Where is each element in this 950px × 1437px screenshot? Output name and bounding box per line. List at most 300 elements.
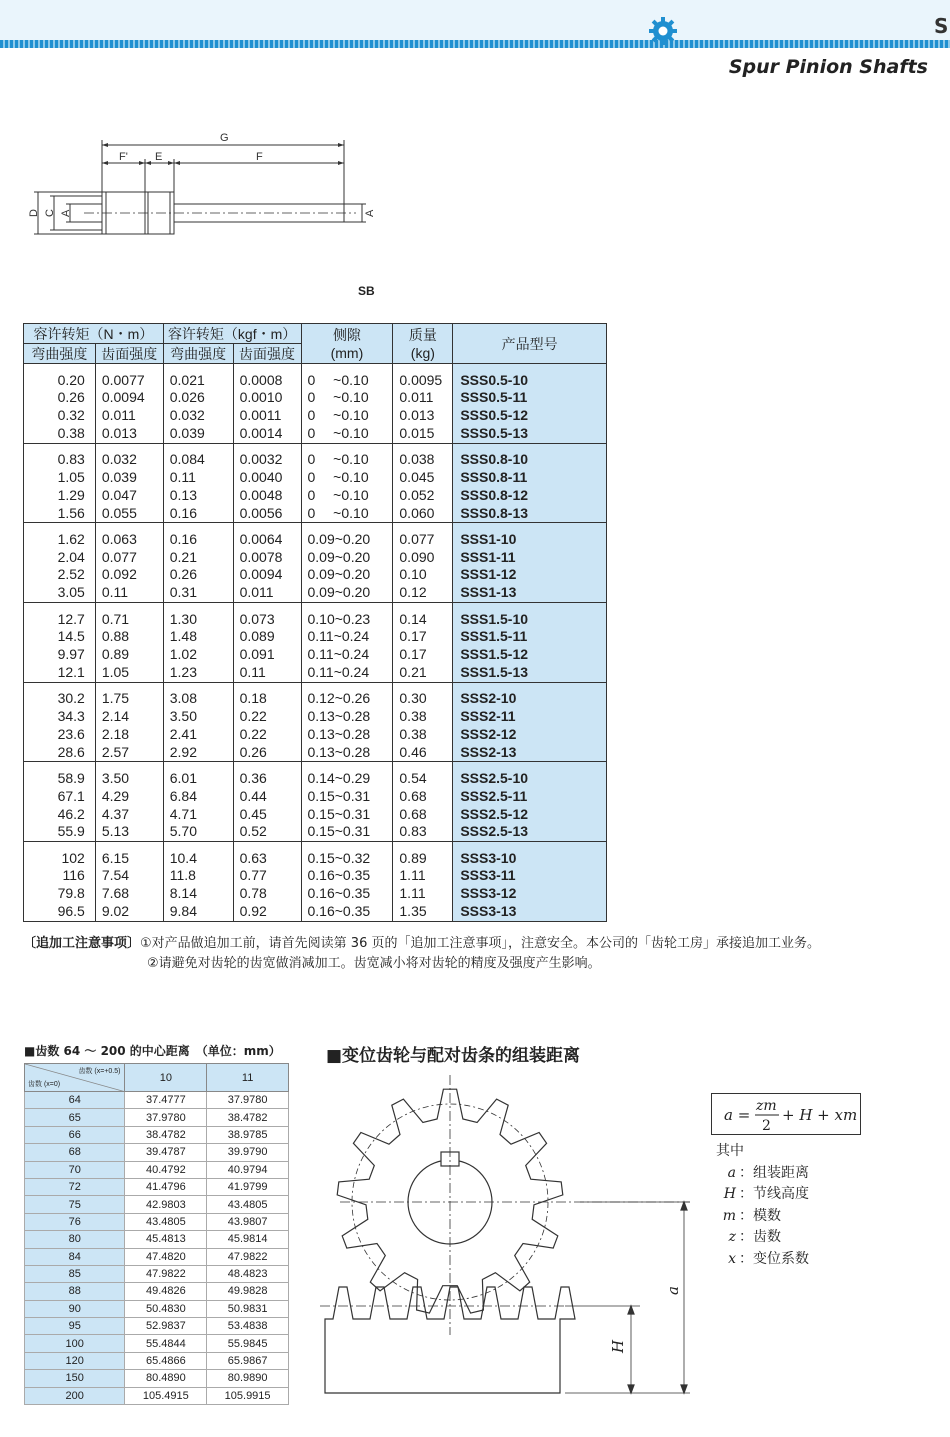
cell-backlash: 0.11~0.24 — [301, 664, 393, 682]
spec-group — [24, 523, 607, 603]
cell-model: SSS2-10 — [453, 690, 607, 708]
cell-surface-nm: 1.05 — [95, 664, 163, 682]
cell-backlash: 0.09~0.20 — [301, 566, 393, 584]
cell-bending-kgf: 5.70 — [163, 823, 233, 841]
spec-group — [24, 364, 607, 444]
cell-surface-kgf: 0.0078 — [233, 549, 301, 567]
cell-bending-nm: 0.32 — [24, 407, 96, 425]
cell-backlash: 0.13~0.28 — [301, 726, 393, 744]
cell-surface-nm: 4.29 — [95, 788, 163, 806]
table-row — [24, 407, 607, 425]
cd-distance-cell: 55.4844 — [125, 1335, 207, 1352]
material-code-label: SB — [358, 284, 375, 298]
cell-surface-nm: 6.15 — [95, 850, 163, 868]
cell-mass: 0.077 — [393, 531, 453, 549]
processing-notes — [23, 934, 820, 974]
cd-distance-cell: 42.9803 — [125, 1196, 207, 1213]
cd-teeth-cell: 85 — [25, 1265, 125, 1282]
cell-surface-kgf: 0.089 — [233, 628, 301, 646]
cd-teeth-cell: 68 — [25, 1144, 125, 1161]
dim-label-a-right: A — [364, 209, 376, 217]
cell-backlash: 0 ~0.10 — [301, 372, 393, 390]
spacer-row — [24, 682, 607, 690]
formula-numerator: zm — [756, 1098, 777, 1114]
table-row — [25, 1300, 289, 1317]
table-row — [25, 1092, 289, 1109]
cd-distance-cell: 65.4866 — [125, 1352, 207, 1369]
cell-surface-nm: 0.047 — [95, 487, 163, 505]
cell-model: SSS3-12 — [453, 885, 607, 903]
cd-teeth-cell: 72 — [25, 1178, 125, 1195]
cell-surface-nm: 0.039 — [95, 469, 163, 487]
label-h: H — [609, 1339, 627, 1353]
cell-backlash: 0.09~0.20 — [301, 549, 393, 567]
cell-surface-kgf: 0.0040 — [233, 469, 301, 487]
header-model: 产品型号 — [453, 324, 607, 364]
legend-symbol: m — [722, 1207, 736, 1224]
legend-symbol: x — [728, 1250, 736, 1267]
cell-mass: 1.11 — [393, 885, 453, 903]
cell-model: SSS1.5-12 — [453, 646, 607, 664]
cell-surface-kgf: 0.0008 — [233, 372, 301, 390]
corner-bottom-label: 齿数 (x=0) — [28, 1081, 61, 1088]
cell-bending-nm: 116 — [24, 867, 96, 885]
cell-model: SSS2.5-11 — [453, 788, 607, 806]
cell-mass: 0.011 — [393, 389, 453, 407]
banner-stripe — [0, 40, 950, 48]
cell-bending-kgf: 0.032 — [163, 407, 233, 425]
cell-surface-kgf: 0.63 — [233, 850, 301, 868]
gear-rack-diagram — [320, 1075, 700, 1405]
cell-mass: 1.35 — [393, 903, 453, 921]
table-row — [25, 1370, 289, 1387]
center-distance-body — [25, 1092, 289, 1405]
cd-distance-cell: 41.9799 — [207, 1178, 289, 1195]
cell-mass: 0.54 — [393, 770, 453, 788]
cell-model: SSS2-11 — [453, 708, 607, 726]
cd-distance-cell: 43.9807 — [207, 1213, 289, 1230]
legend-item — [716, 1184, 809, 1206]
cd-distance-cell: 43.4805 — [125, 1213, 207, 1230]
cell-backlash: 0 ~0.10 — [301, 407, 393, 425]
cell-bending-nm: 79.8 — [24, 885, 96, 903]
table-row — [24, 850, 607, 868]
cell-model: SSS0.8-13 — [453, 505, 607, 523]
rack-outline — [325, 1287, 575, 1393]
cell-bending-kgf: 0.13 — [163, 487, 233, 505]
cell-model: SSS1.5-10 — [453, 611, 607, 629]
cell-surface-kgf: 0.52 — [233, 823, 301, 841]
cell-bending-nm: 55.9 — [24, 823, 96, 841]
cell-model: SSS0.5-12 — [453, 407, 607, 425]
spec-group — [24, 443, 607, 523]
cell-backlash: 0.11~0.24 — [301, 646, 393, 664]
cd-teeth-cell: 75 — [25, 1196, 125, 1213]
spec-table-header — [24, 324, 607, 364]
cd-teeth-cell: 64 — [25, 1092, 125, 1109]
cell-bending-kgf: 8.14 — [163, 885, 233, 903]
cell-bending-nm: 28.6 — [24, 744, 96, 762]
cell-surface-nm: 2.57 — [95, 744, 163, 762]
legend-text: ：模数 — [739, 1207, 781, 1224]
table-row — [25, 1265, 289, 1282]
cd-distance-cell: 37.9780 — [125, 1109, 207, 1126]
cell-bending-kgf: 0.039 — [163, 425, 233, 443]
cd-distance-cell: 38.4782 — [125, 1126, 207, 1143]
cell-backlash: 0.15~0.32 — [301, 850, 393, 868]
cd-distance-cell: 55.9845 — [207, 1335, 289, 1352]
dim-label-f: F — [256, 151, 263, 163]
notes-title: 〔追加工注意事项〕 — [23, 936, 141, 951]
cell-surface-kgf: 0.36 — [233, 770, 301, 788]
legend-text: ：组装距离 — [739, 1164, 809, 1181]
cd-distance-cell: 47.9822 — [125, 1265, 207, 1282]
center-distance-table — [24, 1063, 289, 1405]
table-row — [24, 611, 607, 629]
legend-symbol: z — [728, 1229, 736, 1245]
cell-surface-kgf: 0.0056 — [233, 505, 301, 523]
cell-surface-kgf: 0.0048 — [233, 487, 301, 505]
spacer-row — [24, 842, 607, 850]
cd-distance-cell: 105.9915 — [207, 1387, 289, 1404]
cell-model: SSS0.5-13 — [453, 425, 607, 443]
cell-surface-kgf: 0.0094 — [233, 566, 301, 584]
cell-surface-kgf: 0.22 — [233, 726, 301, 744]
cd-teeth-cell: 76 — [25, 1213, 125, 1230]
table-row — [25, 1231, 289, 1248]
table-row — [25, 1213, 289, 1230]
cell-mass: 0.060 — [393, 505, 453, 523]
dim-label-e: E — [155, 151, 163, 163]
cd-teeth-cell: 120 — [25, 1352, 125, 1369]
cell-surface-kgf: 0.091 — [233, 646, 301, 664]
cd-teeth-cell: 100 — [25, 1335, 125, 1352]
cd-distance-cell: 41.4796 — [125, 1178, 207, 1195]
cell-model: SSS1.5-11 — [453, 628, 607, 646]
corner-top-label: 齿数 (x=+0.5) — [78, 1068, 121, 1075]
cell-bending-nm: 0.38 — [24, 425, 96, 443]
table-row — [25, 1161, 289, 1178]
dim-label-c: C — [44, 209, 56, 217]
cell-backlash: 0 ~0.10 — [301, 469, 393, 487]
cell-backlash: 0.11~0.24 — [301, 628, 393, 646]
cd-distance-cell: 50.9831 — [207, 1300, 289, 1317]
cell-bending-nm: 2.52 — [24, 566, 96, 584]
cell-model: SSS1-10 — [453, 531, 607, 549]
cd-teeth-cell: 95 — [25, 1318, 125, 1335]
cell-surface-kgf: 0.22 — [233, 708, 301, 726]
cell-backlash: 0.15~0.31 — [301, 806, 393, 824]
cd-distance-cell: 49.9828 — [207, 1283, 289, 1300]
header-torque-nm: 容许转矩（N・m） — [24, 324, 164, 344]
table-row — [24, 566, 607, 584]
cell-surface-kgf: 0.45 — [233, 806, 301, 824]
cd-distance-cell: 40.4792 — [125, 1161, 207, 1178]
formula-legend — [716, 1141, 809, 1270]
cell-bending-kgf: 3.50 — [163, 708, 233, 726]
table-row — [25, 1178, 289, 1195]
cd-distance-cell: 39.4787 — [125, 1144, 207, 1161]
cell-surface-kgf: 0.92 — [233, 903, 301, 921]
cell-backlash: 0.14~0.29 — [301, 770, 393, 788]
table-row — [25, 1109, 289, 1126]
cd-teeth-cell: 80 — [25, 1231, 125, 1248]
table-row — [24, 690, 607, 708]
cell-mass: 0.17 — [393, 628, 453, 646]
cd-distance-cell: 52.9837 — [125, 1318, 207, 1335]
cell-backlash: 0 ~0.10 — [301, 505, 393, 523]
legend-item — [716, 1163, 809, 1185]
cell-bending-kgf: 0.021 — [163, 372, 233, 390]
cell-bending-nm: 1.05 — [24, 469, 96, 487]
cd-distance-cell: 45.4813 — [125, 1231, 207, 1248]
legend-title: 其中 — [716, 1143, 744, 1159]
cell-backlash: 0 ~0.10 — [301, 451, 393, 469]
cell-backlash: 0.12~0.26 — [301, 690, 393, 708]
shaft-dimension-drawing — [24, 126, 384, 246]
table-row — [25, 1318, 289, 1335]
cell-backlash: 0.15~0.31 — [301, 788, 393, 806]
header-mass: 质量 (kg) — [393, 324, 453, 364]
cell-surface-nm: 0.71 — [95, 611, 163, 629]
cell-surface-nm: 2.18 — [95, 726, 163, 744]
cell-surface-nm: 7.68 — [95, 885, 163, 903]
cd-teeth-cell: 88 — [25, 1283, 125, 1300]
cell-bending-kgf: 1.30 — [163, 611, 233, 629]
table-row — [24, 451, 607, 469]
formula-denominator: 2 — [762, 1118, 771, 1134]
legend-text: ：变位系数 — [739, 1250, 809, 1267]
table-row — [24, 823, 607, 841]
cell-mass: 0.052 — [393, 487, 453, 505]
spec-group — [24, 682, 607, 762]
header-torque-kgf: 容许转矩（kgf・m） — [163, 324, 301, 344]
note-2: ②请避免对齿轮的齿宽做消减加工。齿宽减小将对齿轮的精度及强度产生影响。 — [147, 956, 601, 971]
cell-bending-kgf: 0.084 — [163, 451, 233, 469]
arrow-a-bottom — [681, 1385, 687, 1393]
cell-mass: 0.38 — [393, 726, 453, 744]
cd-distance-cell: 47.9822 — [207, 1248, 289, 1265]
cell-model: SSS2-12 — [453, 726, 607, 744]
table-row — [24, 744, 607, 762]
cell-backlash: 0.15~0.31 — [301, 823, 393, 841]
cell-bending-kgf: 0.31 — [163, 584, 233, 602]
cell-mass: 0.38 — [393, 708, 453, 726]
cell-model: SSS2.5-12 — [453, 806, 607, 824]
cd-distance-cell: 48.4823 — [207, 1265, 289, 1282]
cell-surface-kgf: 0.78 — [233, 885, 301, 903]
arrow-h-bottom — [628, 1385, 634, 1393]
center-distance-title: ■齿数 64 ～ 200 的中心距离 （单位：mm） — [24, 1044, 281, 1058]
cell-bending-kgf: 0.026 — [163, 389, 233, 407]
cell-backlash: 0.13~0.28 — [301, 708, 393, 726]
cell-mass: 0.30 — [393, 690, 453, 708]
dim-label-a-left: A — [60, 209, 72, 217]
cell-bending-kgf: 1.02 — [163, 646, 233, 664]
cell-bending-nm: 34.3 — [24, 708, 96, 726]
table-row — [24, 646, 607, 664]
cell-bending-nm: 12.7 — [24, 611, 96, 629]
cell-surface-kgf: 0.11 — [233, 664, 301, 682]
cell-model: SSS0.8-11 — [453, 469, 607, 487]
cell-mass: 0.83 — [393, 823, 453, 841]
cell-mass: 0.015 — [393, 425, 453, 443]
cell-mass: 0.68 — [393, 788, 453, 806]
spacer-row — [24, 762, 607, 770]
cell-model: SSS1-11 — [453, 549, 607, 567]
cell-bending-nm: 46.2 — [24, 806, 96, 824]
gear-logo-icon — [648, 16, 678, 46]
cell-bending-nm: 3.05 — [24, 584, 96, 602]
cell-model: SSS3-10 — [453, 850, 607, 868]
legend-items — [716, 1163, 809, 1271]
cell-mass: 0.14 — [393, 611, 453, 629]
cell-surface-kgf: 0.0011 — [233, 407, 301, 425]
cell-bending-kgf: 2.41 — [163, 726, 233, 744]
cd-distance-cell: 38.9785 — [207, 1126, 289, 1143]
cd-teeth-cell: 84 — [25, 1248, 125, 1265]
legend-text: ：齿数 — [739, 1229, 781, 1245]
cell-backlash: 0.16~0.35 — [301, 885, 393, 903]
table-row — [24, 770, 607, 788]
cd-teeth-cell: 90 — [25, 1300, 125, 1317]
cell-surface-kgf: 0.26 — [233, 744, 301, 762]
cd-distance-cell: 105.4915 — [125, 1387, 207, 1404]
table-row — [25, 1387, 289, 1404]
cell-bending-nm: 2.04 — [24, 549, 96, 567]
legend-symbol: H — [723, 1186, 736, 1202]
cell-surface-nm: 0.055 — [95, 505, 163, 523]
cd-teeth-cell: 70 — [25, 1161, 125, 1178]
cd-teeth-cell: 200 — [25, 1387, 125, 1404]
cell-surface-nm: 4.37 — [95, 806, 163, 824]
cell-surface-kgf: 0.18 — [233, 690, 301, 708]
dim-label-g: G — [220, 132, 229, 144]
cell-bending-nm: 1.29 — [24, 487, 96, 505]
center-distance-corner — [25, 1064, 125, 1092]
cell-mass: 0.10 — [393, 566, 453, 584]
cell-surface-nm: 0.88 — [95, 628, 163, 646]
table-row — [24, 505, 607, 523]
dim-label-d: D — [28, 209, 40, 217]
header-bending-kgf: 弯曲强度 — [163, 344, 233, 364]
cell-mass: 0.045 — [393, 469, 453, 487]
cell-bending-nm: 0.26 — [24, 389, 96, 407]
legend-item — [716, 1227, 809, 1249]
cell-mass: 0.46 — [393, 744, 453, 762]
legend-item — [716, 1249, 809, 1271]
cell-surface-nm: 0.092 — [95, 566, 163, 584]
cell-bending-kgf: 4.71 — [163, 806, 233, 824]
cell-bending-nm: 67.1 — [24, 788, 96, 806]
formula-rhs: + H + xm — [782, 1106, 858, 1124]
cell-backlash: 0.09~0.20 — [301, 531, 393, 549]
cell-bending-kgf: 3.08 — [163, 690, 233, 708]
table-row — [24, 389, 607, 407]
cell-backlash: 0.09~0.20 — [301, 584, 393, 602]
arrow-h-top — [628, 1306, 634, 1314]
table-row — [25, 1335, 289, 1352]
table-row — [24, 584, 607, 602]
cell-surface-nm: 0.0077 — [95, 372, 163, 390]
cell-model: SSS2-13 — [453, 744, 607, 762]
legend-symbol: a — [727, 1164, 736, 1181]
cell-backlash: 0.16~0.35 — [301, 867, 393, 885]
cell-bending-nm: 96.5 — [24, 903, 96, 921]
cell-surface-nm: 0.013 — [95, 425, 163, 443]
cell-model: SSS0.5-10 — [453, 372, 607, 390]
cell-mass: 0.090 — [393, 549, 453, 567]
cell-bending-kgf: 11.8 — [163, 867, 233, 885]
spacer-row — [24, 364, 607, 372]
cell-bending-nm: 30.2 — [24, 690, 96, 708]
header-surface: 齿面强度 — [95, 344, 163, 364]
table-row — [24, 469, 607, 487]
legend-text: ：节线高度 — [739, 1186, 809, 1202]
cell-surface-nm: 5.13 — [95, 823, 163, 841]
cd-teeth-cell: 66 — [25, 1126, 125, 1143]
cell-surface-nm: 0.063 — [95, 531, 163, 549]
formula-graphic — [712, 1094, 862, 1136]
cell-surface-nm: 0.89 — [95, 646, 163, 664]
cell-surface-kgf: 0.44 — [233, 788, 301, 806]
cell-model: SSS1-13 — [453, 584, 607, 602]
cell-mass: 0.17 — [393, 646, 453, 664]
cell-bending-kgf: 0.11 — [163, 469, 233, 487]
cell-model: SSS2.5-10 — [453, 770, 607, 788]
table-row — [25, 1283, 289, 1300]
cell-bending-nm: 1.56 — [24, 505, 96, 523]
cell-bending-nm: 0.83 — [24, 451, 96, 469]
cell-backlash: 0.13~0.28 — [301, 744, 393, 762]
cell-surface-kgf: 0.77 — [233, 867, 301, 885]
cell-backlash: 0 ~0.10 — [301, 487, 393, 505]
cell-mass: 0.68 — [393, 806, 453, 824]
cell-backlash: 0 ~0.10 — [301, 425, 393, 443]
label-a: a — [664, 1286, 682, 1295]
header-surface-kgf: 齿面强度 — [233, 344, 301, 364]
cell-surface-kgf: 0.0014 — [233, 425, 301, 443]
table-row — [24, 726, 607, 744]
table-row — [24, 531, 607, 549]
cell-surface-nm: 2.14 — [95, 708, 163, 726]
cell-bending-nm: 102 — [24, 850, 96, 868]
cd-distance-cell: 49.4826 — [125, 1283, 207, 1300]
top-banner — [0, 0, 950, 50]
table-row — [25, 1126, 289, 1143]
cell-model: SSS0.8-10 — [453, 451, 607, 469]
cell-model: SSS3-13 — [453, 903, 607, 921]
cell-surface-kgf: 0.073 — [233, 611, 301, 629]
cell-model: SSS0.8-12 — [453, 487, 607, 505]
cell-backlash: 0.10~0.23 — [301, 611, 393, 629]
cd-distance-cell: 80.9890 — [207, 1370, 289, 1387]
cell-surface-nm: 0.032 — [95, 451, 163, 469]
cell-surface-kgf: 0.0010 — [233, 389, 301, 407]
cell-bending-kgf: 10.4 — [163, 850, 233, 868]
table-row — [24, 487, 607, 505]
page-title: Spur Pinion Shafts — [728, 56, 928, 78]
header-bending: 弯曲强度 — [24, 344, 96, 364]
cell-bending-kgf: 2.92 — [163, 744, 233, 762]
cell-model: SSS3-11 — [453, 867, 607, 885]
cell-mass: 0.12 — [393, 584, 453, 602]
cell-surface-nm: 0.11 — [95, 584, 163, 602]
cd-col-10: 10 — [125, 1064, 207, 1092]
table-row — [24, 806, 607, 824]
cell-model: SSS1.5-13 — [453, 664, 607, 682]
cell-bending-kgf: 0.16 — [163, 531, 233, 549]
